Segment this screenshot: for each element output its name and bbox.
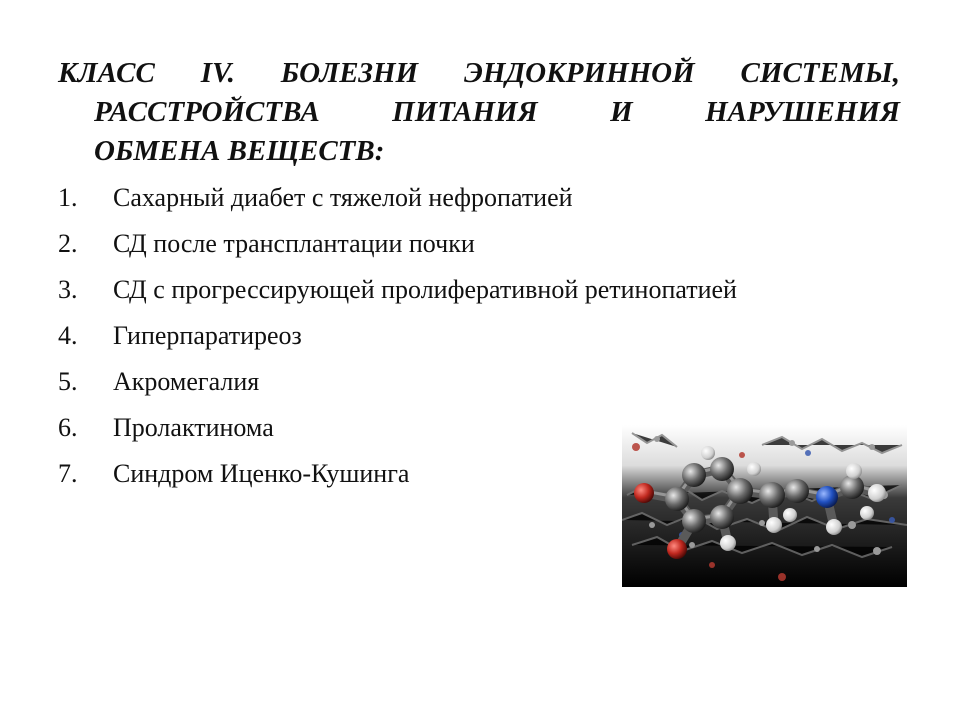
heading-word: НАРУШЕНИЯ <box>705 96 900 128</box>
list-item-number: 7. <box>58 459 78 488</box>
heading-word: ПИТАНИЯ <box>392 96 538 128</box>
list-item-text: Синдром Иценко-Кушинга <box>113 459 410 488</box>
list-item <box>58 175 737 221</box>
molecule-3d-image <box>622 425 907 587</box>
molecule-illustration <box>622 425 907 587</box>
heading-word: КЛАСС <box>58 57 155 89</box>
list-item-number: 3. <box>58 275 78 304</box>
list-item-number: 5. <box>58 367 78 396</box>
list-item-number: 1. <box>58 183 78 212</box>
heading-line-1 <box>58 54 900 93</box>
list-item-text: СД с прогрессирующей пролиферативной ретинопатией <box>113 275 737 304</box>
list-item-text: Гиперпаратиреоз <box>113 321 302 350</box>
list-item-number: 2. <box>58 229 78 258</box>
list-item <box>58 359 737 405</box>
list-item-number: 6. <box>58 413 78 442</box>
list-item-text: Акромегалия <box>113 367 260 396</box>
list-item-text: Сахарный диабет с тяжелой нефропатией <box>113 183 573 212</box>
heading-word: РАССТРОЙСТВА <box>94 96 320 128</box>
list-item <box>58 221 737 267</box>
list-item-text: СД после трансплантации почки <box>113 229 475 258</box>
heading-line-3: ОБМЕНА ВЕЩЕСТВ: <box>94 135 385 167</box>
list-item <box>58 267 737 313</box>
list-item-text: Пролактинома <box>113 413 274 442</box>
heading-word: ЭНДОКРИННОЙ <box>463 57 695 89</box>
heading-word: БОЛЕЗНИ <box>280 57 419 89</box>
list-item <box>58 313 737 359</box>
heading-word: СИСТЕМЫ, <box>740 57 900 89</box>
slide-heading <box>58 54 900 171</box>
heading-word: IV. <box>200 57 235 89</box>
heading-line-2 <box>58 93 900 132</box>
list-item-number: 4. <box>58 321 78 350</box>
heading-word: И <box>610 96 633 128</box>
